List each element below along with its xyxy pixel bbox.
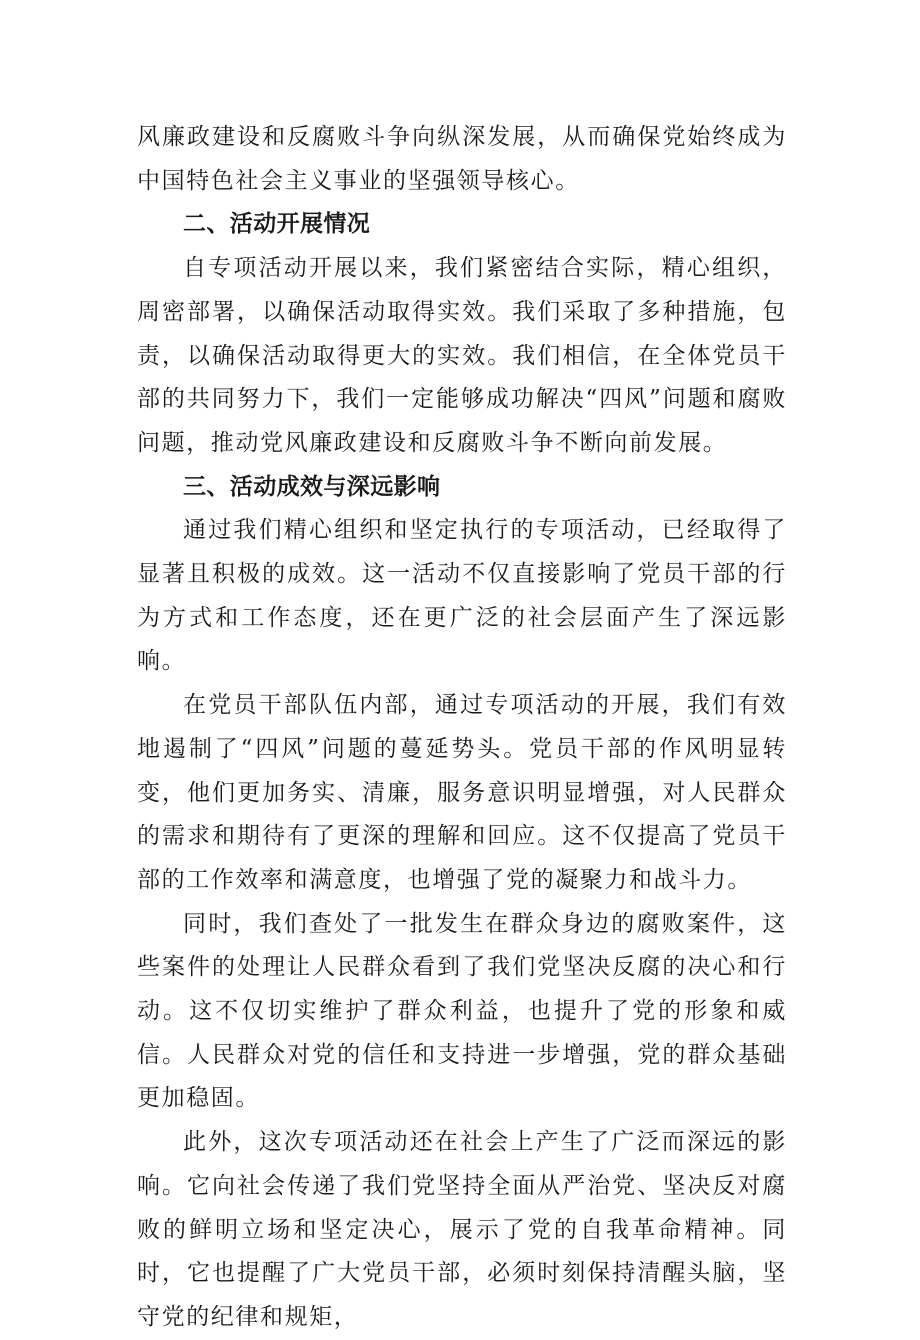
paragraph-results-overview: 通过我们精心组织和坚定执行的专项活动，已经取得了显著且积极的成效。这一活动不仅直接影响了党员干部的行为方式和工作态度，还在更广泛的社会层面产生了深远影响。 xyxy=(137,517,787,675)
paragraph-continuation: 风廉政建设和反腐败斗争向纵深发展，从而确保党始终成为中国特色社会主义事业的坚强领导核心。 xyxy=(137,124,787,194)
section-heading-activity-progress: 二、活动开展情况 xyxy=(183,211,371,238)
document-body xyxy=(137,116,787,1340)
section-heading-results-impact: 三、活动成效与深远影响 xyxy=(183,473,441,500)
paragraph-internal-effects: 在党员干部队伍内部，通过专项活动的开展，我们有效地遏制了“四风”问题的蔓延势头。党员干部的作风明显转变，他们更加务实、清廉，服务意识明显增强，对人民群众的需求和期待有了更深的理解和回应。这不仅提高了党员干部的工作效率和满意度，也增强了党的凝聚力和战斗力。 xyxy=(137,692,787,893)
paragraph-social-impact: 此外，这次专项活动还在社会上产生了广泛而深远的影响。它向社会传递了我们党坚持全面从严治党、坚决反对腐败的鲜明立场和坚定决心，展示了党的自我革命精神。同时，它也提醒了广大党员干部，必须时刻保持清醒头脑，坚守党的纪律和规矩， xyxy=(137,1129,787,1330)
paragraph-corruption-cases: 同时，我们查处了一批发生在群众身边的腐败案件，这些案件的处理让人民群众看到了我们党坚决反腐的决心和行动。这不仅切实维护了群众利益，也提升了党的形象和威信。人民群众对党的信任和支持进一步增强，党的群众基础更加稳固。 xyxy=(137,910,787,1112)
paragraph-activity-progress: 自专项活动开展以来，我们紧密结合实际，精心组织，周密部署，以确保活动取得实效。我们采取了多种措施，包责，以确保活动取得更大的实效。我们相信，在全体党员干部的共同努力下，我们一定能够成功解决“四风”问题和腐败问题，推动党风廉政建设和反腐败斗争不断向前发展。 xyxy=(137,255,787,456)
